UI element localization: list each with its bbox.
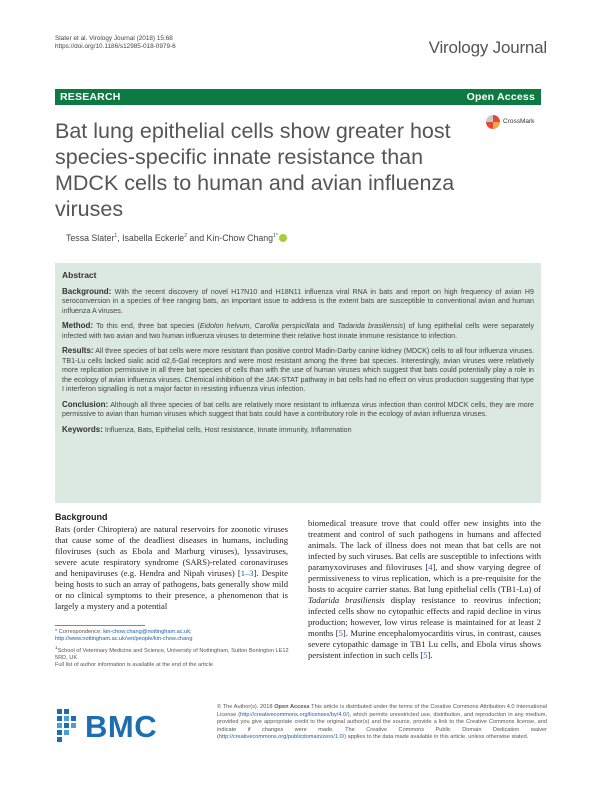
bmc-logo[interactable] xyxy=(55,705,185,745)
abstract-text: With the recent discovery of novel H17N10 and H18N11 influenza viral RNA in bats and report on high frequency of avian H9 seroconversion in a species of free ranging bats, an important issue to address is the extent bats are susceptible to conventional avian and human influenza A viruses. xyxy=(62,287,534,315)
abstract-text: ) of lung epithelial cells were separately infected with two avian and two human influenza viruses to determine their relative host innate immune resistance to infection. xyxy=(62,322,535,340)
bmc-emblem-icon xyxy=(55,705,79,745)
citation-link[interactable]: 1–3 xyxy=(240,568,254,578)
crossmark-icon xyxy=(486,115,500,129)
body-text: ]. Murine encephalomyocarditis virus, in contrast, causes severe cytopathic damage in TB1 Lu cells, and Ebola virus shows persistent infection in such cells [ xyxy=(308,628,541,660)
affiliation-text: School of Veterinary Medicine and Science, University of Nottingham, Sutton Bonington LE12 5RD, UK xyxy=(55,647,289,661)
bmc-wordmark: BMC xyxy=(85,709,158,744)
footnote-text: * Correspondence: xyxy=(55,629,104,635)
citation-link[interactable]: 5 xyxy=(338,628,343,638)
author-affil: 1 xyxy=(114,233,118,240)
body-text: Bats (order Chiroptera) are natural reservoirs for zoonotic viruses that cause some of the deadliest diseases in humans, including filoviruses (such as Ebola and Marburg viruses), lyssaviruses, severe acute respiratory syndrome (SARS)-related coronaviruses and henipaviruses (e.g. Hendra and Nipah viruses) [ xyxy=(55,524,288,578)
species-name: Tadarida brasiliensis xyxy=(308,595,385,605)
section-label: RESEARCH xyxy=(60,91,121,103)
doi-link[interactable]: https://doi.org/10.1186/s12985-018-0979-6 xyxy=(55,43,176,50)
author-separator: , xyxy=(117,233,123,243)
citation-link[interactable]: 5 xyxy=(423,650,428,660)
orcid-icon[interactable] xyxy=(279,234,287,242)
abstract-box xyxy=(55,263,541,503)
profile-link[interactable]: http://www.nottingham.ac.uk/vet/people/kin-chow.chang xyxy=(55,636,193,643)
open-access-label: Open Access xyxy=(466,91,535,103)
article-title: Bat lung epithelial cells show greater host species-specific innate resistance than MDCK cells to human and avian influenza viruses xyxy=(55,119,455,221)
citation-line: Slater et al. Virology Journal (2018) 15:68 xyxy=(55,35,173,42)
body-text: ]. xyxy=(427,650,433,660)
author-name[interactable]: Kin-Chow Chang xyxy=(206,233,274,243)
abstract-text: Although all three species of bat cells are relatively more resistant to influenza virus infection than control MDCK cells, they are more permissive to avian than human viruses which suggest that bats could have a contributory role in the ecology of avian influenza viruses. xyxy=(62,400,534,418)
license-text: ) applies to the data made available in this article, unless otherwise stated. xyxy=(344,734,529,740)
abstract-methods xyxy=(62,321,534,341)
body-column-right xyxy=(308,518,541,661)
affil-marker: 1 xyxy=(55,644,58,650)
species-name: Eidolon helvum, Carollia perspicillata xyxy=(199,322,320,330)
author-separator: and xyxy=(186,233,207,243)
section-heading: Background xyxy=(55,512,108,522)
section-banner xyxy=(55,89,541,105)
crossmark-button[interactable] xyxy=(486,113,546,133)
license-link[interactable]: http://creativecommons.org/licenses/by/4.0/ xyxy=(240,711,348,718)
author-name[interactable]: Isabella Eckerle xyxy=(122,233,185,243)
author-affil: 2 xyxy=(184,233,187,240)
abstract-conclusion xyxy=(62,400,534,420)
abstract-text: and xyxy=(319,322,338,330)
license-link[interactable]: http://creativecommons.org/publicdomain/zero/1.0/ xyxy=(218,734,345,740)
body-text: biomedical treasure trove that could offer new insights into the treatment and control of such pathogens in humans and affected animals. The lack of illness does not mean that bat cells are not infected by such viruses. Bat cells are susceptible to infections with paramyxoviruses and filoviruses [ xyxy=(308,518,541,572)
footnote-text: ; xyxy=(190,629,192,635)
author-affil: 1* xyxy=(273,233,278,240)
abstract-label: Background: xyxy=(62,286,112,296)
author-name[interactable]: Tessa Slater xyxy=(66,233,115,243)
species-name: Tadarida brasiliensis xyxy=(337,322,404,330)
abstract-label: Keywords: xyxy=(62,424,103,434)
license-open-access: Open Access xyxy=(274,704,310,710)
abstract-text: To this end, three bat species ( xyxy=(93,322,200,330)
abstract-heading: Abstract xyxy=(62,270,97,280)
abstract-label: Method: xyxy=(62,321,94,330)
abstract-background xyxy=(62,287,534,317)
license-text: This article is distributed under the terms of the Creative Commons Attribution 4.0 International License ( xyxy=(217,704,547,718)
citation-link[interactable]: 4 xyxy=(428,562,433,572)
body-text: ]. Despite being hosts to such an array of pathogens, bats generally show mild or no clinical symptoms to their presence, a phenomenon that is largely a mystery and a potential xyxy=(55,568,288,611)
license-notice xyxy=(217,704,547,742)
abstract-text: All three species of bat cells were more resistant than positive control Madin-Darby canine kidney (MDCK) cells to all four influenza viruses. TB1-Lu cells lacked sialic acid α2,6-Gal receptors and were most resistant among the three bat species. Interestingly, avian viruses were relatively more replication permissive in all three bat species of cells than with the use of human viruses which suggest that bats could potentially play a role in the ecology of avian influenza viruses. Chemical inhibition of the JAK-STAT pathway in bat cells had no effect on virus production suggesting that type I interferon signalling is not a major factor in resisting influenza virus infection. xyxy=(62,347,534,393)
abstract-keywords xyxy=(62,425,534,436)
email-link[interactable]: kin-chow.chang@nottingham.ac.uk xyxy=(103,629,191,635)
body-text: ], and show varying degree of permissiveness to virus replication, which is a pre-requisite for the hosts to acquire carrier status. Bat lung epithelial cells (TB1-Lu) of xyxy=(308,562,541,594)
crossmark-label: CrossMark xyxy=(503,118,535,125)
footnote-divider xyxy=(55,625,145,626)
author-list xyxy=(66,233,287,243)
abstract-label: Conclusion: xyxy=(62,399,109,409)
correspondence-footnote xyxy=(55,629,295,669)
license-text: ), which permits unrestricted use, distribution, and reproduction in any medium, provided you give appropriate credit to the original author(s) and the source, provide a link to the Creative Commons license, and indicate if changes were made. The Creative Commons Public Domain Dedication waiver ( xyxy=(217,711,547,740)
abstract-results xyxy=(62,346,534,395)
body-column-left xyxy=(55,512,288,612)
license-text: © The Author(s). 2018 xyxy=(217,704,275,710)
body-text: display resistance to reovirus infection; infected cells show no cytopathic effects and rapid decline in virus production; however, low virus release is maintained for at least 2 months [ xyxy=(308,595,541,638)
abstract-text: Influenza, Bats, Epithelial cells, Host resistance, Innate immunity, Inflammation xyxy=(102,425,352,434)
author-info-note: Full list of author information is available at the end of the article xyxy=(55,662,213,669)
abstract-label: Results: xyxy=(62,346,94,355)
journal-name: Virology Journal xyxy=(428,38,547,57)
